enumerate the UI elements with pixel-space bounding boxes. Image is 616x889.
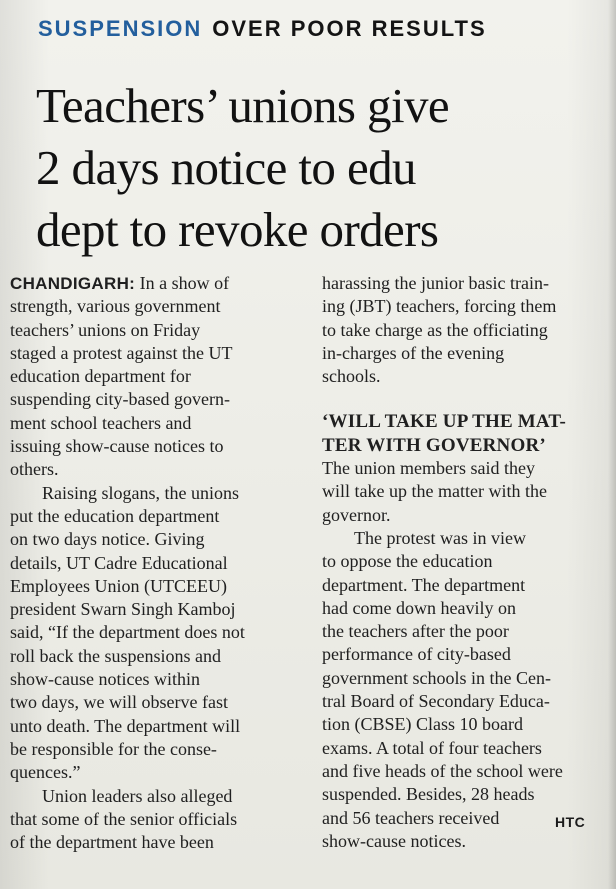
body-line: of the department have been bbox=[10, 832, 214, 853]
body-line: will take up the matter with the bbox=[322, 481, 547, 502]
body-line: teachers’ unions on Friday bbox=[10, 319, 201, 340]
dateline: CHANDIGARH: bbox=[10, 274, 136, 293]
body-line: quences.” bbox=[10, 762, 81, 783]
body-line: tral Board of Secondary Educa- bbox=[322, 691, 550, 712]
kicker bbox=[38, 15, 487, 43]
body-line: staged a protest against the UT bbox=[10, 342, 233, 363]
headline-line: Teachers’ unions give bbox=[36, 77, 450, 133]
body-line: president Swarn Singh Kamboj bbox=[10, 599, 236, 620]
body-line: show-cause notices within bbox=[10, 669, 200, 690]
body-line: suspending city-based govern- bbox=[10, 389, 230, 410]
body-line: that some of the senior officials bbox=[10, 808, 238, 829]
subhead-line: TER WITH GOVERNOR’ bbox=[322, 434, 546, 456]
headline-line: 2 days notice to edu bbox=[36, 139, 416, 195]
body-line: to oppose the education bbox=[322, 551, 493, 572]
headline-line: dept to revoke orders bbox=[36, 201, 439, 257]
body-line: two days, we will observe fast bbox=[10, 692, 228, 713]
body-line: put the education department bbox=[10, 505, 220, 526]
body-line: governor. bbox=[322, 504, 391, 525]
body-line: issuing show-cause notices to bbox=[10, 436, 224, 457]
body-line: ing (JBT) teachers, forcing them bbox=[322, 296, 557, 317]
body-line: roll back the suspensions and bbox=[10, 645, 221, 666]
first-line bbox=[10, 272, 300, 295]
body-line: harassing the junior basic train- bbox=[322, 273, 549, 293]
body-line: others. bbox=[10, 459, 59, 480]
body-line: said, “If the department does not bbox=[10, 622, 245, 643]
body-line: and five heads of the school were bbox=[322, 760, 563, 781]
body-line: The union members said they bbox=[322, 458, 535, 479]
body-line: strength, various government bbox=[10, 296, 221, 317]
body-line: education department for bbox=[10, 366, 191, 387]
first-line-text: In a show of bbox=[135, 273, 230, 293]
paragraph-start: The protest was in view bbox=[354, 527, 526, 548]
body-line: on two days notice. Giving bbox=[10, 529, 205, 550]
body-line: tion (CBSE) Class 10 board bbox=[322, 714, 523, 735]
body-line: department. The department bbox=[322, 574, 526, 595]
body-line: exams. A total of four teachers bbox=[322, 737, 542, 758]
body-line: be responsible for the conse- bbox=[10, 738, 217, 759]
body-line: show-cause notices. bbox=[322, 830, 466, 851]
body-line: the teachers after the poor bbox=[322, 621, 509, 642]
paragraph-start: Union leaders also alleged bbox=[42, 785, 233, 806]
body-line: details, UT Cadre Educational bbox=[10, 552, 228, 573]
credit-tag: HTC bbox=[555, 814, 586, 830]
body-line: and 56 teachers received bbox=[322, 807, 500, 828]
body-line: had come down heavily on bbox=[322, 597, 516, 618]
body-line: schools. bbox=[322, 366, 381, 387]
subhead-line: ‘WILL TAKE UP THE MAT- bbox=[322, 411, 567, 433]
body-line: unto death. The department will bbox=[10, 715, 241, 736]
body-line: performance of city-based bbox=[322, 644, 511, 665]
headline bbox=[36, 75, 596, 261]
body-line: to take charge as the officiating bbox=[322, 319, 548, 340]
subhead bbox=[322, 410, 612, 457]
body-line: government schools in the Cen- bbox=[322, 667, 551, 688]
body-line: suspended. Besides, 28 heads bbox=[322, 784, 535, 805]
page-edge-shadow bbox=[608, 0, 616, 889]
body-line: ment school teachers and bbox=[10, 412, 192, 433]
kicker-accent: SUSPENSION bbox=[38, 16, 203, 41]
right-column bbox=[322, 272, 612, 853]
paragraph-start: Raising slogans, the unions bbox=[42, 482, 239, 503]
body-line: Employees Union (UTCEEU) bbox=[10, 575, 227, 596]
kicker-rest: OVER POOR RESULTS bbox=[212, 16, 487, 41]
left-column bbox=[10, 272, 300, 854]
body-line: in-charges of the evening bbox=[322, 342, 505, 363]
